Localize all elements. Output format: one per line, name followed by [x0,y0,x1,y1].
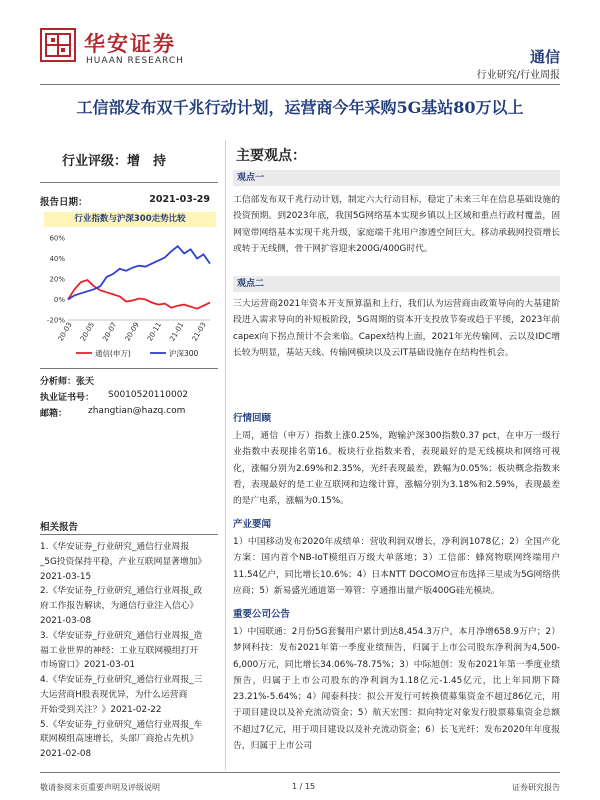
logo-mark [40,28,76,62]
column-divider [225,140,226,770]
related-divider [40,534,218,535]
related-report-4-line-1: 4.《华安证券_行业研究_通信行业周报_三 [40,675,203,686]
header-divider [40,84,560,85]
related-report-4-line-2: 大运营商H股表现优异，为什么运营商 [40,690,188,700]
x-tick-label: 21-01 [168,321,186,343]
y-tick-label: 60% [49,234,65,243]
rating-label: 行业评级： [62,154,128,169]
section-label-1: 观点一 [237,173,265,183]
industry-news-text: 1）中国移动发布2020年成绩单：营收利润双增长，净利润1078亿；2）全国产化方案：国内首个NB-IoT模组百万级大单落地；3）工信部：蜂窝物联网终端用户11.54亿户，同比增长10.6%；4）日本NTT DOCOMO宣布选择三星成为5G网络供应商；5）新易盛光通道第一筹管：亨通推出量产版400G硅光模块。 [233,537,560,596]
y-tick-label: 0% [53,296,65,304]
sector-label: 通信 [529,48,560,66]
analyst [40,374,94,387]
market-review-text: 上周，通信（申万）指数上涨0.25%，跑输沪深300指数0.37 pct，在申万一级行业指数中表现排名第16。板块行业指数来看，表现最好的是无线模块和网络可视化，涨幅分别为2.69%和2.35%，光纤表现最差，跌幅为0.05%；板块概念指数来看，表现最好的是工业互联网和边缘计算，涨幅分别为3.18%和2.59%，表现最差的是广电系，涨幅为0.15%。 [233,431,560,507]
logo-chinese-name: 华安证券 [84,31,176,56]
rating-value: 增 持 [127,154,167,169]
industry-news-heading: 产业要闻 [233,519,272,530]
rating-divider [40,182,218,183]
related-report-3-line-2: 福工业世界的神经：工业互联网模组打开 [40,645,199,656]
report-date-value: 2021-03-29 [149,194,210,205]
footer-divider [40,772,560,773]
footer-disclaimer: 敬请参阅末页重要声明及评级说明 [40,783,160,792]
related-report-1-line-2: _5G投资保持平稳，产业互联网显著增加》 [40,556,207,567]
cert-label: 执业证书号： [40,393,95,403]
chart-title: 行业指数与沪深300走势比较 [44,212,216,227]
section-bar-2 [233,276,560,292]
related-report-2-line-1: 2.《华安证券_行业研究_通信行业周报_政 [40,586,203,597]
y-tick-label: -20% [46,316,65,325]
legend-label-1: 通信(申万) [95,349,131,358]
report-title: 工信部发布双千兆行动计划，运营商今年采购5G基站80万以上 [76,98,524,117]
related-report-1-line-1: 1.《华安证券_行业研究_通信行业周报 [40,542,190,552]
chart-divider [40,368,218,369]
analyst-label: 分析师： [40,377,77,387]
section-text-1: 工信部发布双千兆行动计划，制定六大行动目标，稳定了未来三年在信息基础设施的投资预期。到2023年底，我国5G网络基本实现乡镇以上区域和重点行政村覆盖，固网宽带网络基本实现千兆升级，家庭端千兆用户渗透空间巨大。移动承载网投资增长或转于无线侧，骨干网扩容迎来200G/400G时代。 [233,195,560,254]
x-tick-label: 20-05 [78,321,97,343]
report-date-label: 报告日期： [40,197,88,208]
x-tick-label: 20-07 [101,321,119,343]
y-tick-label: 20% [49,275,65,284]
related-report-2-line-3: 2021-03-08 [40,616,92,626]
email-value: zhangtian@hazq.com [88,406,186,416]
company-announcements-text: 1）中国联通：2月份5G套餐用户累计到达8,454.3万户，本月净增658.9万户；2）梦网科技：发布2021年第一季度业绩预告，归属于上市公司股东净利润为4,500-6,000万元，同比增长34.06%-78.75%；3）中际旭创：发布2021年第一季度业绩预告，归属于上市公司股东的净利润为1.18亿元-1.45亿元，比上年同期下降23.21%-5.64%；4）闻泰科技：拟公开发行可转换债募集资金不超过86亿元，用于项目建设以及补充流动资金；5）航天宏图：拟向特定对象发行股票募集资金总额不超过7亿元，用于项目建设以及补充流动资金；6）长飞光纤：发布2020年年度报告，归属于上市公司 [233,627,560,752]
main-points-heading: 主要观点： [236,148,306,164]
related-report-1-line-3: 2021-03-15 [40,571,92,582]
related-report-5-line-1: 5.《华安证券_行业研究_通信行业周报_车 [40,719,203,730]
footer-org: 证券研究报告 [512,783,560,792]
related-report-3-line-3: 市场窗口》2021-03-01 [40,660,136,671]
email-label: 邮箱： [40,409,68,419]
section-label-2: 观点二 [237,279,265,289]
related-report-5-line-3: 2021-02-08 [40,749,92,760]
series-line-1 [68,280,210,309]
industry-rating [62,150,166,169]
related-report-4-line-3: 开始受到关注？》2021-02-22 [40,704,162,715]
related-report-5-line-2: 联网模组高速增长，头部厂商抢占先机》 [40,734,199,745]
analyst-name: 张天 [76,377,95,387]
section-bar-1 [233,170,560,186]
legend-label-2: 沪深300 [169,349,199,358]
company-announcements-heading: 重要公司公告 [233,609,291,620]
x-tick-label: 20-03 [56,321,74,343]
related-report-3-line-1: 3.《华安证券_行业研究_通信行业周报_造 [40,630,203,641]
report-type: 行业研究/行业周报 [476,70,560,81]
x-tick-label: 20-09 [123,321,141,343]
logo-english-name: HUAAN RESEARCH [86,56,184,66]
market-review-heading: 行情回顾 [233,413,272,424]
email [40,406,186,419]
cert-value: S0010520110002 [108,390,189,400]
section-text-2: 三大运营商2021年资本开支预算温和上行，我们认为运营商由政策导向的大基建阶段进入需求导向的补短板阶段，5G周期的资本开支投放节奏或趋于平缓，2023年前capex向下拐点预计不会来临。Capex结构上面，2021年光传输网、云以及IDC增长较为明显，基站天线、传输网模块以及云IT基础设施存在结构性机会。 [233,299,560,358]
x-tick-label: 21-03 [190,321,208,343]
y-tick-label: 40% [49,255,65,263]
series-line-2 [68,246,210,299]
page-number: 1 / 15 [292,782,316,791]
related-reports-heading: 相关报告 [40,522,79,533]
x-tick-label: 20-11 [145,321,164,343]
index-comparison-chart [40,232,222,362]
related-report-2-line-2: 府工作报告解读，为通信行业注入信心》 [40,601,199,612]
cert-number [40,390,189,403]
